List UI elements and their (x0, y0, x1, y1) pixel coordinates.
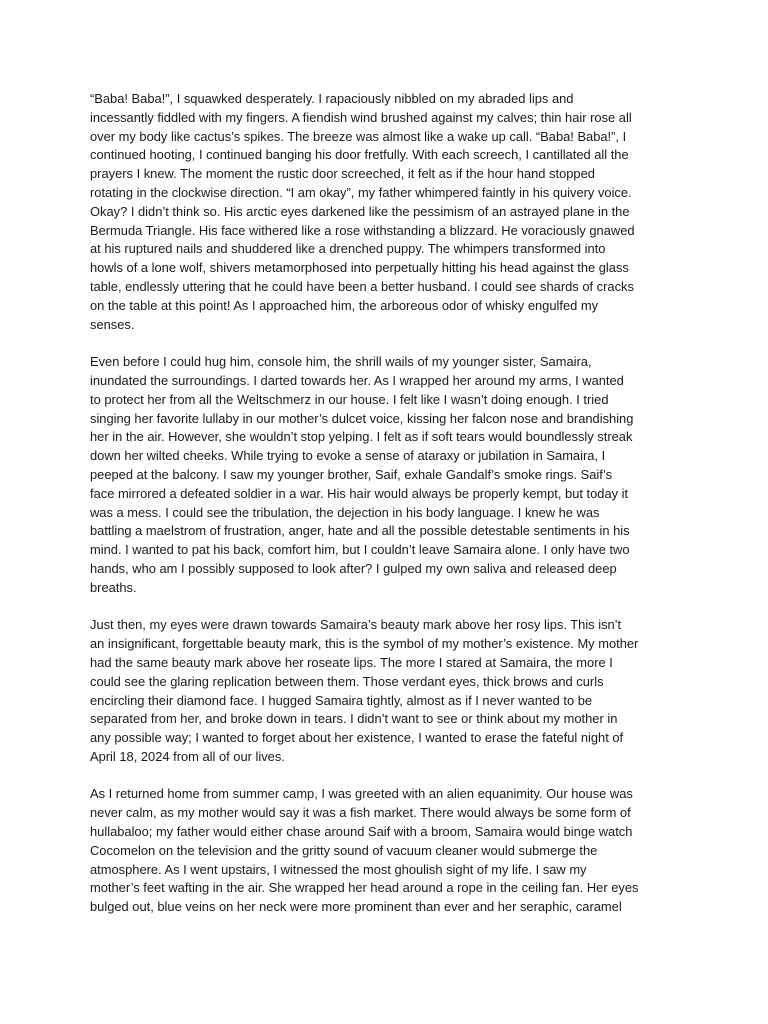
text-line: her in the air. However, she wouldn’t stop yelping. I felt as if soft tears would boundlessly streak (90, 429, 633, 445)
text-line: any possible way; I wanted to forget about her existence, I wanted to erase the fateful night of (90, 730, 624, 746)
text-line: incessantly fiddled with my fingers. A fiendish wind brushed against my calves; thin hair rose all (90, 109, 632, 125)
text-line: to protect her from all the Weltschmerz in our house. I felt like I wasn’t doing enough. I tried (90, 391, 609, 407)
text-line: was a mess. I could see the tribulation, the dejection in his body language. I knew he was (90, 504, 600, 520)
text-line: continued hooting, I continued banging his door fretfully. With each screech, I cantillated all the (90, 147, 629, 163)
text-line: table, endlessly uttering that he could have been a better husband. I could see shards of cracks (90, 278, 634, 294)
text-line: “Baba! Baba!”, I squawked desperately. I rapaciously nibbled on my abraded lips and (90, 91, 574, 106)
text-line: at his ruptured nails and shuddered like a drenched puppy. The whimpers transformed into (90, 241, 606, 257)
text-line: Cocomelon on the television and the gritty sound of vacuum cleaner would submerge the (90, 842, 598, 858)
text-line: prayers I knew. The moment the rustic door screeched, it felt as if the hour hand stopped (90, 166, 595, 182)
text-line: Okay? I didn’t think so. His arctic eyes darkened like the pessimism of an astrayed plane in the (90, 203, 630, 219)
text-line: peeped at the balcony. I saw my younger brother, Saif, exhale Gandalf’s smoke rings. Saif’s (90, 466, 613, 482)
text-line: atmosphere. As I went upstairs, I witnessed the most ghoulish sight of my life. I saw my (90, 861, 587, 877)
text-line: mother’s feet wafting in the air. She wrapped her head around a rope in the ceiling fan. Her eyes (90, 880, 639, 896)
text-line: Bermuda Triangle. His face withered like a rose withstanding a blizzard. He voraciously gnawed (90, 222, 635, 238)
text-line: encircling their diamond face. I hugged Samaira tightly, almost as if I never wanted to be (90, 692, 593, 708)
text-line: an insignificant, forgettable beauty mark, this is the symbol of my mother’s existence. My mother (90, 636, 639, 652)
text-line: over my body like cactus’s spikes. The breeze was almost like a wake up call. “Baba! Baba!”, I (90, 128, 627, 144)
text-line: never calm, as my mother would say it was a fish market. There would always be some form of (90, 805, 631, 821)
document-page (90, 90, 680, 936)
paragraph (90, 353, 680, 597)
text-line: senses. (90, 316, 135, 332)
text-line: mind. I wanted to pat his back, comfort him, but I couldn’t leave Samaira alone. I only have two (90, 542, 630, 558)
text-line: had the same beauty mark above her roseate lips. The more I stared at Samaira, the more I (90, 654, 613, 670)
text-line: howls of a lone wolf, shivers metamorphosed into perpetually hitting his head against the glass (90, 260, 629, 276)
text-line: bulged out, blue veins on her neck were more prominent than ever and her seraphic, caramel (90, 899, 622, 915)
text-line: singing her favorite lullaby in our mother’s dulcet voice, kissing her falcon nose and brandishing (90, 410, 634, 426)
text-line: breaths. (90, 579, 137, 595)
text-line: separated from her, and broke down in tears. I didn’t want to see or think about my mother in (90, 711, 618, 727)
text-line: April 18, 2024 from all of our lives. (90, 748, 285, 764)
text-line: face mirrored a defeated soldier in a war. His hair would always be properly kempt, but today it (90, 485, 629, 501)
paragraph (90, 90, 680, 334)
text-line: could see the glaring replication between them. Those verdant eyes, thick brows and curls (90, 673, 604, 689)
text-line: rotating in the clockwise direction. “I am okay”, my father whimpered faintly in his quivery voice. (90, 184, 632, 200)
text-line: on the table at this point! As I approached him, the arboreous odor of whisky engulfed my (90, 297, 599, 313)
text-line: Even before I could hug him, console him, the shrill wails of my younger sister, Samaira, (90, 354, 592, 370)
text-line: hands, who am I possibly supposed to look after? I gulped my own saliva and released deep (90, 560, 617, 576)
text-line: inundated the surroundings. I darted towards her. As I wrapped her around my arms, I wanted (90, 372, 624, 388)
text-line: As I returned home from summer camp, I was greeted with an alien equanimity. Our house was (90, 786, 633, 802)
text-line: down her wilted cheeks. While trying to evoke a sense of ataraxy or jubilation in Samaira, I (90, 448, 606, 464)
text-line: battling a maelstrom of frustration, anger, hate and all the possible detestable sentiments in his (90, 523, 630, 539)
text-line: hullabaloo; my father would either chase around Saif with a broom, Samaira would binge watch (90, 824, 633, 840)
paragraph (90, 785, 680, 917)
paragraph (90, 616, 680, 766)
text-line: Just then, my eyes were drawn towards Samaira’s beauty mark above her rosy lips. This isn’t (90, 617, 622, 633)
